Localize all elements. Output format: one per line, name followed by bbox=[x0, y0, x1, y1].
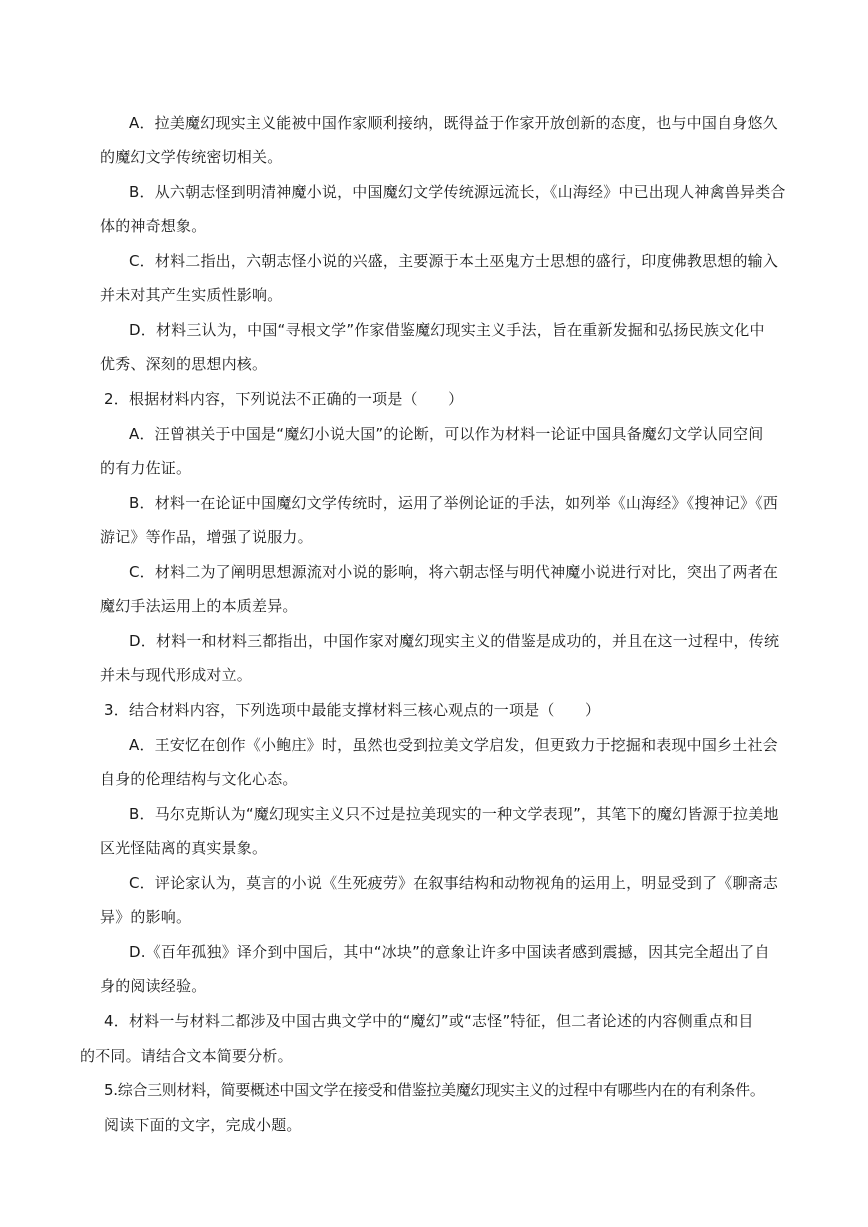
q2-option-c-line-2: 魔幻手法运用上的本质差异。 bbox=[100, 597, 298, 615]
q3-option-d-line-2: 身的阅读经验。 bbox=[100, 977, 207, 995]
question-3-stem: 3．结合材料内容，下列选项中最能支撑材料三核心观点的一项是（ ） bbox=[104, 701, 601, 719]
q1-option-b-line-2: 体的神奇想象。 bbox=[100, 217, 207, 235]
q2-option-a-line-1: A．汪曾祺关于中国是“魔幻小说大国”的论断，可以作为材料一论证中国具备魔幻文学认同空间 bbox=[129, 425, 764, 443]
q1-option-d-line-1: D．材料三认为，中国“寻根文学”作家借鉴魔幻现实主义手法，旨在重新发掘和弘扬民族文化中 bbox=[129, 321, 765, 339]
q1-option-c-line-1: C．材料二指出，六朝志怪小说的兴盛，主要源于本土巫鬼方士思想的盛行，印度佛教思想的输入 bbox=[129, 252, 779, 270]
q3-option-a-line-2: 自身的伦理结构与文化心态。 bbox=[100, 770, 298, 788]
q1-option-a-line-2: 的魔幻文学传统密切相关。 bbox=[100, 148, 283, 166]
question-4-line-1: 4．材料一与材料二都涉及中国古典文学中的“魔幻”或“志怪”特征，但二者论述的内容侧重点和目 bbox=[104, 1012, 754, 1030]
q1-option-b-line-1: B．从六朝志怪到明清神魔小说，中国魔幻文学传统源远流长，《山海经》中已出现人神禽兽异类合 bbox=[129, 183, 786, 201]
q2-option-d-line-1: D．材料一和材料三都指出，中国作家对魔幻现实主义的借鉴是成功的，并且在这一过程中，传统 bbox=[129, 632, 780, 650]
q2-option-b-line-1: B．材料一在论证中国魔幻文学传统时，运用了举例论证的手法，如列举《山海经》《搜神记》《西 bbox=[129, 494, 779, 512]
q3-option-c-line-2: 异》的影响。 bbox=[100, 908, 192, 926]
question-4-line-2: 的不同。请结合文本简要分析。 bbox=[80, 1047, 293, 1065]
q3-option-d-line-1: D.《百年孤独》译介到中国后，其中“冰块”的意象让许多中国读者感到震撼，因其完全超出了自 bbox=[129, 943, 770, 961]
q2-option-d-line-2: 并未与现代形成对立。 bbox=[100, 666, 253, 684]
q3-option-c-line-1: C．评论家认为，莫言的小说《生死疲劳》在叙事结构和动物视角的运用上，明显受到了《聊斋志 bbox=[129, 874, 779, 892]
q2-option-a-line-2: 的有力佐证。 bbox=[100, 459, 192, 477]
q3-option-b-line-2: 区光怪陆离的真实景象。 bbox=[100, 839, 268, 857]
q1-option-c-line-2: 并未对其产生实质性影响。 bbox=[100, 286, 283, 304]
q2-option-b-line-2: 游记》等作品，增强了说服力。 bbox=[100, 528, 313, 546]
q2-option-c-line-1: C．材料二为了阐明思想源流对小说的影响，将六朝志怪与明代神魔小说进行对比，突出了两者在 bbox=[129, 563, 779, 581]
reading-instruction: 阅读下面的文字，完成小题。 bbox=[104, 1116, 302, 1134]
question-2-stem: 2．根据材料内容，下列说法不正确的一项是（ ） bbox=[104, 390, 464, 408]
question-5: 5.综合三则材料，简要概述中国文学在接受和借鉴拉美魔幻现实主义的过程中有哪些内在的有利条件。 bbox=[104, 1081, 765, 1099]
q1-option-d-line-2: 优秀、深刻的思想内核。 bbox=[100, 355, 268, 373]
q3-option-a-line-1: A．王安忆在创作《小鲍庄》时，虽然也受到拉美文学启发，但更致力于挖掘和表现中国乡土社会 bbox=[129, 736, 778, 754]
q3-option-b-line-1: B．马尔克斯认为“魔幻现实主义只不过是拉美现实的一种文学表现”，其笔下的魔幻皆源于拉美地 bbox=[129, 805, 779, 823]
q1-option-a-line-1: A．拉美魔幻现实主义能被中国作家顺利接纳，既得益于作家开放创新的态度，也与中国自身悠久 bbox=[129, 114, 778, 132]
